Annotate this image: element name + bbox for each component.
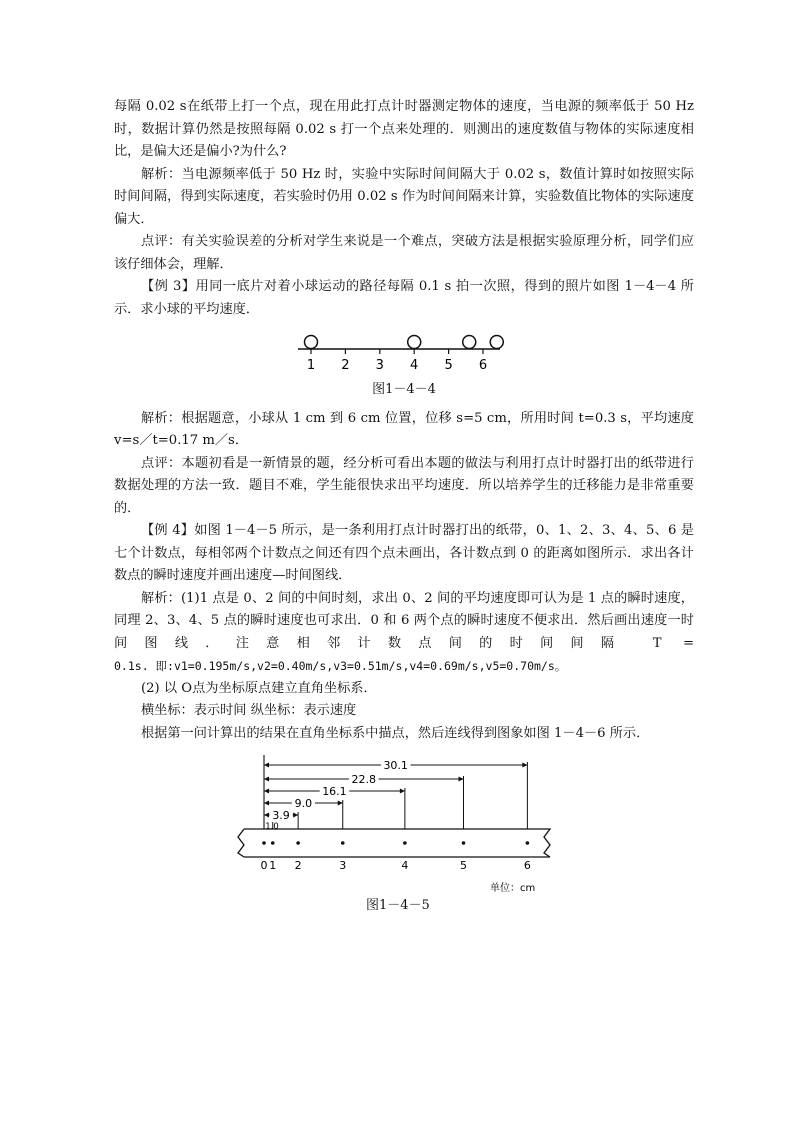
ball-image — [305, 336, 318, 349]
counting-point-dot — [403, 841, 407, 845]
counting-point-label: 2 — [294, 859, 302, 872]
paragraph-example-3: 【例 3】用同一底片对着小球运动的路径每隔 0.1 s 拍一次照，得到的照片如图 1－4－4 所示．求小球的平均速度． — [114, 279, 694, 317]
ruler-tick-label: 6 — [478, 358, 488, 373]
ruler-tick-label: 4 — [410, 358, 419, 373]
paper-tape — [238, 829, 550, 857]
counting-point-dot — [296, 841, 300, 845]
arrowhead-icon — [522, 763, 527, 768]
counting-point-label: 6 — [523, 859, 531, 872]
ruler-tick-label: 2 — [341, 358, 350, 373]
arrowhead-icon — [459, 777, 464, 782]
dimension-label: 22.8 — [351, 773, 376, 786]
figure-1-4-5 — [114, 753, 694, 895]
paragraph-axes: 横坐标：表示时间 纵坐标：表示速度 — [141, 703, 357, 718]
figure-1-4-4 — [114, 327, 694, 375]
arrowhead-icon — [264, 813, 269, 818]
figure-1-4-4-svg — [114, 327, 694, 375]
ball-image — [463, 336, 476, 349]
paragraph-problem-tail: 每隔 0.02 s在纸带上打一个点，现在用此打点计时器测定物体的速度，当电源的频率低于 50 Hz 时，数据计算仍然是按照每隔 0.02 s 打一个点来处理的．则测出的速度数值与物体的实际速度相比，是偏大还是偏小?为什么? — [114, 99, 694, 159]
counting-point-label: 3 — [339, 859, 347, 872]
arrowhead-icon — [264, 801, 269, 806]
ball-image — [490, 336, 503, 349]
counting-point-dot — [526, 841, 530, 845]
ruler-tick-label: 5 — [444, 358, 453, 373]
paragraph-analysis-1: 解析：当电源频率低于 50 Hz 时，实验中实际时间间隔大于 0.02 s，数值计算时如按照实际时间间隔，得到实际速度，若实验时仍用 0.02 s 作为时间间隔来计算，实验数值比物体的实际速度偏大． — [114, 166, 694, 227]
ruler-tick-label: 3 — [375, 358, 384, 373]
arrowhead-icon — [400, 789, 405, 794]
dimension-label: 16.1 — [322, 785, 347, 798]
counting-point-label: 1 — [269, 859, 277, 872]
counting-point-label: 4 — [401, 859, 409, 872]
dimension-label: 1.0 — [265, 822, 279, 832]
counting-point-dot — [271, 841, 275, 845]
dimension-label: 9.0 — [294, 797, 313, 810]
counting-point-dot — [462, 841, 466, 845]
ruler-tick-label: 1 — [306, 358, 316, 373]
document-page — [114, 96, 694, 918]
paragraph-comment-2: 点评：本题初看是一新情景的题，经分析可看出本题的做法与利用打点计时器打出的纸带进行数据处理的方法一致．题目不难，学生能很快求出平均速度．所以培养学生的迁移能力是非常重要的． — [114, 455, 694, 516]
dimension-label: 3.9 — [272, 809, 290, 822]
figure-1-4-5-svg — [114, 753, 694, 895]
paragraph-velocities: 0.1s. 即:v1=0.195m/s,v2=0.40m/s,v3=0.51m/s,v4=0.69m/s,v5=0.70m/s。 — [114, 659, 567, 673]
arrowhead-icon — [293, 813, 298, 818]
arrowhead-icon — [264, 763, 269, 768]
figure-1-4-4-caption: 图1－4－4 — [372, 382, 436, 397]
arrowhead-icon — [264, 789, 269, 794]
arrowhead-icon — [338, 801, 343, 806]
counting-point-label: 5 — [460, 859, 467, 872]
paragraph-analysis-2: 解析：根据题意，小球从 1 cm 到 6 cm 位置，位移 s=5 cm，所用时间 t=0.3 s，平均速度 v=s／t=0.17 m／s． — [114, 410, 694, 448]
paragraph-plot: 根据第一问计算出的结果在直角坐标系中描点，然后连线得到图象如图 1－4－6 所示． — [141, 725, 650, 741]
paragraph-comment-1: 点评：有关实验误差的分析对学生来说是一个难点，突破方法是根据实验原理分析，同学们应该仔细体会，理解． — [114, 234, 694, 272]
counting-point-dot — [262, 841, 266, 845]
counting-point-dot — [341, 841, 345, 845]
arrowhead-icon — [264, 777, 269, 782]
paragraph-step-2: (2) 以 O点为坐标原点建立直角坐标系． — [141, 680, 377, 696]
figure-1-4-5-caption: 图1－4－5 — [366, 898, 430, 913]
unit-label: 单位：cm — [490, 883, 536, 894]
counting-point-label: 0 — [260, 859, 268, 872]
ball-image — [408, 336, 421, 349]
paragraph-example-4: 【例 4】如图 1－4－5 所示，是一条利用打点计时器打出的纸带，0、1、2、3、4、5、6 是七个计数点，每相邻两个计数点之间还有四个点未画出，各计数点到 0 的距离如图所示．求出各计数点的瞬时速度并画出速度—时间图线． — [114, 523, 694, 583]
dimension-label: 30.1 — [383, 759, 408, 772]
paragraph-analysis-3: 解析：(1)1 点是 0、2 间的中间时刻，求出 0、2 间的平均速度即可认为是 1 点的瞬时速度，同理 2、3、4、5 点的瞬时速度也可求出．0 和 6 两个点的瞬时速度不便求出．然后画出速度一时间图线．注意相邻计数点间的时间间隔 T = — [114, 590, 694, 651]
